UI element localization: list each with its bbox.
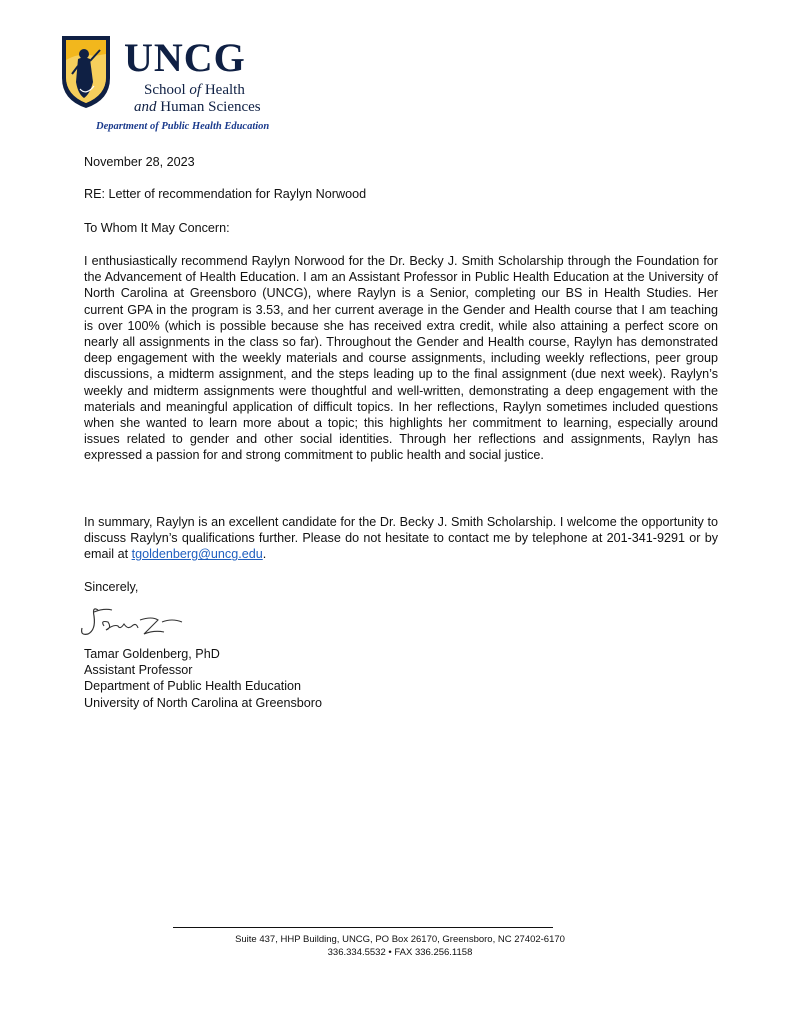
footer-address: Suite 437, HHP Building, UNCG, PO Box 26170, Greensboro, NC 27402-6170 [235,934,565,945]
letter-subject: RE: Letter of recommendation for Raylyn Norwood [84,187,367,201]
signature-icon [74,600,190,644]
letter-salutation: To Whom It May Concern: [84,221,230,235]
letter-paragraph-2 [84,514,718,563]
email-link[interactable]: tgoldenberg@uncg.edu [131,547,263,562]
letterhead [60,34,320,134]
paragraph-1-text: I enthusiastically recommend Raylyn Norwood for the Dr. Becky J. Smith Scholarship through the Foundation for the Advancement of Health Education. I am an Assistant Professor in Public Health Education at the University of North Carolina at Greensboro (UNCG), where Raylyn is a Senior, completing our BS in Health Studies. Her current GPA in the program is 3.53, and her current average in the Gender and Health course that I am teaching is over 100% (which is possible because she has received extra credit, while also attaining a perfect score on nearly all assignments in the class so far). Throughout the Gender and Health course, Raylyn has demonstrated deep engagement with the weekly materials and course assignments, including weekly reflections, peer group discussions, a midterm assignment, and the steps leading up to the final assignment (due next week). Raylyn’s weekly and midterm assignments were thoughtful and well-written, demonstrating a deep engagement with the materials and meaningful application of difficult topics. In her reflections, Raylyn sometimes included questions when she wanted to learn more about a topic; this highlights her commitment to learning, especially around issues related to gender and other social identities. Through her reflections and assignments, Raylyn has expressed a passion for and strong commitment to public health and social justice. [84,254,718,463]
uncg-shield-logo-icon [60,34,112,110]
paragraph-2-text: In summary, Raylyn is an excellent candidate for the Dr. Becky J. Smith Scholarship. I welcome the opportunity to discuss Raylyn’s qualifications further. Please do not hesitate to contact me by telephone at 201-341-9291 or by email at tgoldenberg@uncg.edu. [84,515,718,562]
signer-name: Tamar Goldenberg, PhD [84,647,220,661]
signer-university: University of North Carolina at Greensboro [84,695,322,710]
footer-divider [173,927,553,928]
signature-block [84,646,322,711]
school-name-line-1: School of Health [144,82,245,98]
letter-paragraph-1 [84,253,718,464]
letter-date: November 28, 2023 [84,155,195,169]
school-name-line-2: and Human Sciences [134,99,261,115]
signer-department: Department of Public Health Education [84,679,302,694]
department-name: Department of Public Health Education [96,121,270,132]
letter-closing: Sincerely, [84,580,139,594]
brand-name: UNCG [124,35,246,80]
footer-phone-fax: 336.334.5532 • FAX 336.256.1158 [327,947,473,958]
signer-title: Assistant Professor [84,663,193,678]
